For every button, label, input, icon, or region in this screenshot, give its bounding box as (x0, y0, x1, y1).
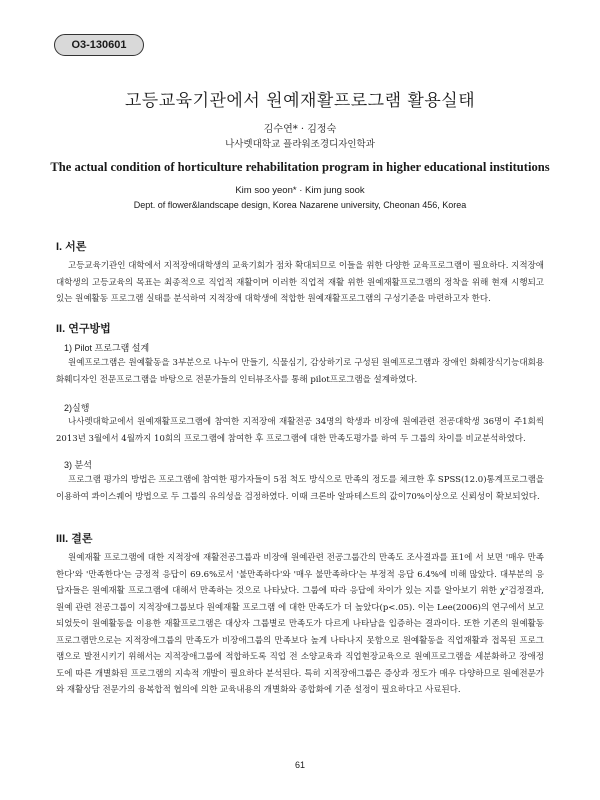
subsection-heading-execution: 2)실행 (64, 403, 90, 413)
subsection-heading-pilot: 1) Pilot 프로그램 설계 (64, 343, 150, 353)
intro-paragraph: 고등교육기관인 대학에서 지적장애대학생의 교육기회가 점차 확대되므로 이들을 위한 다양한 교육프로그램이 필요하다. 지적장애대학생의 고등교육의 목표는 최종적으로 직업적 재활이며 이러한 직업적 재활 위한 원예재활프로그램의 정착을 위해 현재 시행되고 있는 원예활동 프로그램 실태를 분석하여 지적장애 대학생에 적합한 원예재활프로그램의 구성기준을 마련하고자 한다. (56, 261, 544, 304)
affiliation-english: Dept. of flower&landscape design, Korea Nazarene university, Cheonan 456, Korea (133, 200, 467, 210)
analysis-paragraph: 프로그램 평가의 방법은 프로그램에 참여한 평가자들이 5점 척도 방식으로 만족의 정도를 체크한 후 SPSS(12.0)통계프로그램을 이용하여 콰이스퀘어 방법으로 두 그룹의 유의성을 검정하였다. 이때 크론바 알파테스트의 값이70%이상으로 신뢰성이 확보되었다. (56, 475, 544, 502)
authors-english: Kim soo yeon* · Kim jung sook (235, 185, 365, 196)
page-number: 61 (294, 760, 305, 770)
results-paragraph: 원예재활 프로그램에 대한 지적장애 재활전공그룹과 비장애 원예관련 전공그룹간의 만족도 조사결과를 표1에 서 보면 '매우 만족한다'와 '만족한다'는 긍정적 응답이 69.6%로서 '불만족하다'와 '매우 불만족하다'는 부정적 응답 6.4%에 비해 많았다. 대부분의 응답자들은 원예재활 프로그램에 대해서 만족하는 것으로 나타났다. 그룹에 따라 응답에 차이가 있는 지를 알아보기 위한 χ²검정결과, 원예 관련 전공그룹이 지적장애그룹보다 원예재활 프로그램 에 대한 만족도가 더 높았다(p<.05). 이는 Lee(2006)의 연구에서 보고 되었듯이 원예활동을 이용한 재활프로그램은 대상자 그룹별로 만족도가 다르게 나타남을 입증하는 결과이다. 또한 기존의 원예활동 프로그램만으로는 지적장애그룹의 만족도가 비장애그룹의 만족보다 높게 나타나지 못함으로 원예활동을 직업재활과 접목된 프로그램으로 발전시키기 위해서는 지적장애그룹에 적합하도록 직업 전 소양교육과 직업현장교육으로 원예프로그램을 세분화하고 장애정도에 따른 개별화된 프로그램의 지속적 개발이 필요하다 분석된다. 특히 지적장애그룹은 증상과 정도가 매우 다양하므로 원예전문가와 재활상담 전문가의 융복합적 협의에 의한 교육내용의 개별화와 종합화에 기준 설정이 필요하다고 사료된다. (56, 553, 544, 695)
execution-paragraph: 나사렛대학교에서 원예재활프로그램에 참여한 지적장애 재활전공 34명의 학생과 비장애 원예관련 전공대학생 36명이 주1회씩 2013년 3월에서 4월까지 10회의 프로그램에 참여한 후 프로그램에 대한 만족도평가를 하여 두 그룹의 차이를 비교분석하였다. (56, 417, 544, 444)
title-korean: 고등교육기관에서 원예재활프로그램 활용실태 (124, 91, 476, 111)
section-heading-methods: II. 연구방법 (56, 323, 111, 335)
section-heading-intro: I. 서론 (56, 241, 87, 253)
affiliation-korean: 나사렛대학교 플라워조경디자인학과 (225, 139, 375, 150)
title-english: The actual condition of horticulture rehabilitation program in higher educational institutions (50, 160, 550, 174)
pilot-paragraph: 원예프로그램은 원예활동을 3부분으로 나누어 만들기, 식물심기, 감상하기로 구성된 원예프로그램과 장애인 화훼장식기능대회용 화훼디자인 전문프로그램을 바탕으로 전문가들의 인터뷰조사를 통해 pilot프로그램을 설계하였다. (56, 358, 544, 385)
subsection-heading-analysis: 3) 분석 (64, 460, 92, 470)
paper-id-badge: O3-130601 (54, 34, 144, 56)
authors-korean: 김수연* · 김정숙 (263, 124, 337, 135)
section-heading-results: III. 결론 (56, 533, 93, 545)
